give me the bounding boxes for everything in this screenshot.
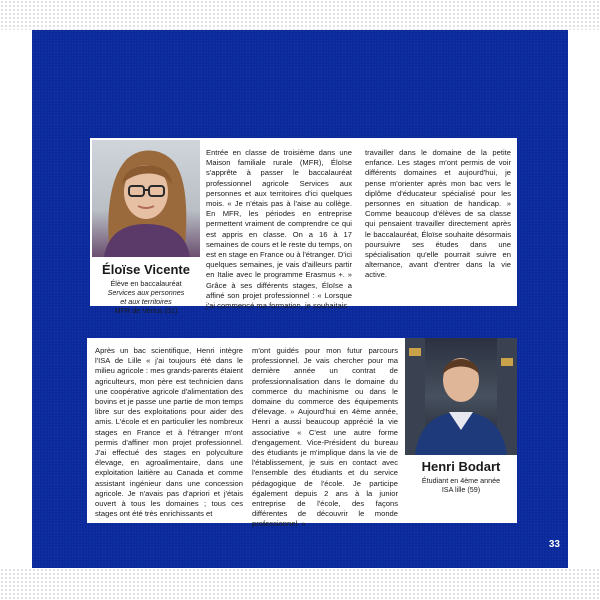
person-name: Henri Bodart [421,459,501,474]
person-role: Élève en baccalauréat [110,279,182,288]
article-column-4: m'ont guidés pour mon futur parcours professionnel. Je vais chercher pour ma dernière année un contrat de professionnalisation dans le domaine du commerce du machinisme ou dans le domaine du commerce des équipements d'élevage. » Aujourd'hui en 4ème année, Henri a aussi beaucoup apprécié la vie associative « C'est une autre forme d'engagement. Vice-Président du bureau des étudiants je m'implique dans la vie de l'établissement, je suis en contact avec l'ensemble des étudiants et du service pédagogique de l'école. Je participe également depuis 2 ans à la junior entreprise de l'école, des façons différentes de découvrir le monde professionnel. » [252,346,398,529]
portrait-illustration [405,338,517,455]
bottom-dot-pattern [0,568,600,600]
profile-card-eloise [90,138,517,315]
person-program-cont: et aux territoires [120,297,172,306]
portrait-photo-henri [405,338,517,455]
caption-henri [405,459,517,494]
portrait-illustration [92,140,200,257]
profile-card-henri [87,338,517,529]
caption-eloise [92,262,200,315]
article-column-3: Après un bac scientifique, Henri intègre l'ISA de Lille « j'ai toujours été dans le milieu agricole : mes grands-parents étaient agriculteurs, mon père est technicien dans une coopérative agricole d'alimentation des bovins et je passe une partie de mon temps libre sur des exploitations pour aider des amis. L'école et en particulier les nombreux stages en France et à l'étranger m'ont permis d'affiner mon projet professionnel. J'ai effectué des stages en polyculture élevage, en agroalimentaire, dans une exploitation laitière au Canada et comme assistant ingénieur dans une concession agricole. Je n'avais pas d'apriori et j'étais ouvert à tous les domaines ; tous ces stages ont été très enrichissants et [95,346,243,519]
article-column-2: travailler dans le domaine de la petite enfance. Les stages m'ont permis de voir différents domaines et aujourd'hui, je pense m'orienter après mon bac vers le diplôme d'éducateur spécialisé pour les personnes en situation de handicap. » Comme beaucoup d'élèves de sa classe qui pensaient travailler directement après le baccalauréat, Éloïse souhaite désormais poursuivre ses études dans une spécialisation qu'elle pourrait suivre en alternance, avant d'entrer dans la vie active. [365,148,511,280]
person-name: Éloïse Vicente [102,262,190,277]
person-school: MFR de Vertus (51) [114,306,178,315]
top-dot-pattern [0,0,600,30]
portrait-photo-eloise [92,140,200,257]
person-role: Étudiant en 4ème année [421,476,501,485]
person-program: Services aux personnes [107,288,185,297]
person-school: ISA lille (59) [441,485,481,494]
article-column-1: Entrée en classe de troisième dans une Maison familiale rurale (MFR), Éloïse s'apprête à passer le baccalauréat professionnel agricole Services aux personnes et aux territoires d'ici quelques mois. « Je n'étais pas à l'aise au collège. En MFR, les périodes en entreprise permettent vraiment de comprendre ce qui est appris en classe. On a 16 à 17 semaines de cours et le reste du temps, on est en stage en France ou à l'étranger. D'ici quelques semaines, je vais d'ailleurs partir en Italie avec le programme Erasmus +. » Grâce à ses différents stages, Éloïse a affiné son projet professionnel : « Lorsque j'ai commencé ma formation, je souhaitais [206,148,352,311]
page-number: 33 [548,539,560,550]
